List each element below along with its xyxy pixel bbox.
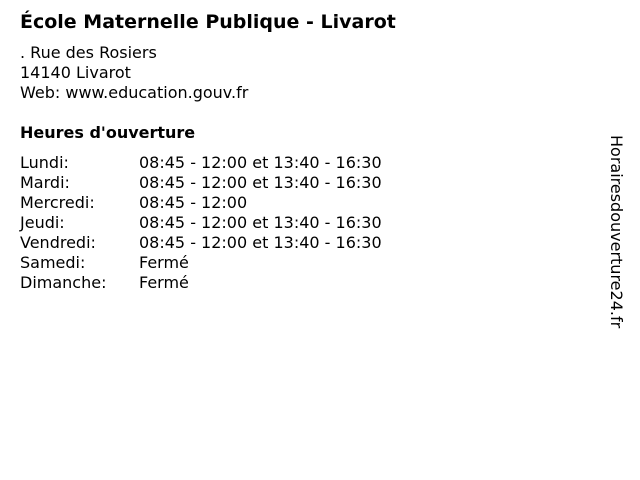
hours-time-value: 08:45 - 12:00 et 13:40 - 16:30 [139,153,382,172]
hours-day-label: Vendredi: [20,233,96,252]
hours-heading: Heures d'ouverture [20,123,196,142]
address-street: . Rue des Rosiers [20,43,157,62]
hours-day-label: Lundi: [20,153,69,172]
hours-time-value: 08:45 - 12:00 et 13:40 - 16:30 [139,213,382,232]
hours-time-value: Fermé [139,273,189,292]
hours-day-label: Mercredi: [20,193,95,212]
hours-day-label: Samedi: [20,253,86,272]
hours-time-value: 08:45 - 12:00 et 13:40 - 16:30 [139,233,382,252]
hours-time-value: 08:45 - 12:00 [139,193,248,212]
hours-day-label: Mardi: [20,173,70,192]
page-title: École Maternelle Publique - Livarot [20,11,396,33]
address-web: Web: www.education.gouv.fr [20,83,249,102]
hours-day-label: Dimanche: [20,273,107,292]
hours-time-value: 08:45 - 12:00 et 13:40 - 16:30 [139,173,382,192]
address-block [20,43,248,103]
hours-day-label: Jeudi: [20,213,65,232]
site-brand-vertical: Horairesdouverture24.fr [607,135,626,329]
address-city: 14140 Livarot [20,63,131,82]
hours-time-value: Fermé [139,253,189,272]
